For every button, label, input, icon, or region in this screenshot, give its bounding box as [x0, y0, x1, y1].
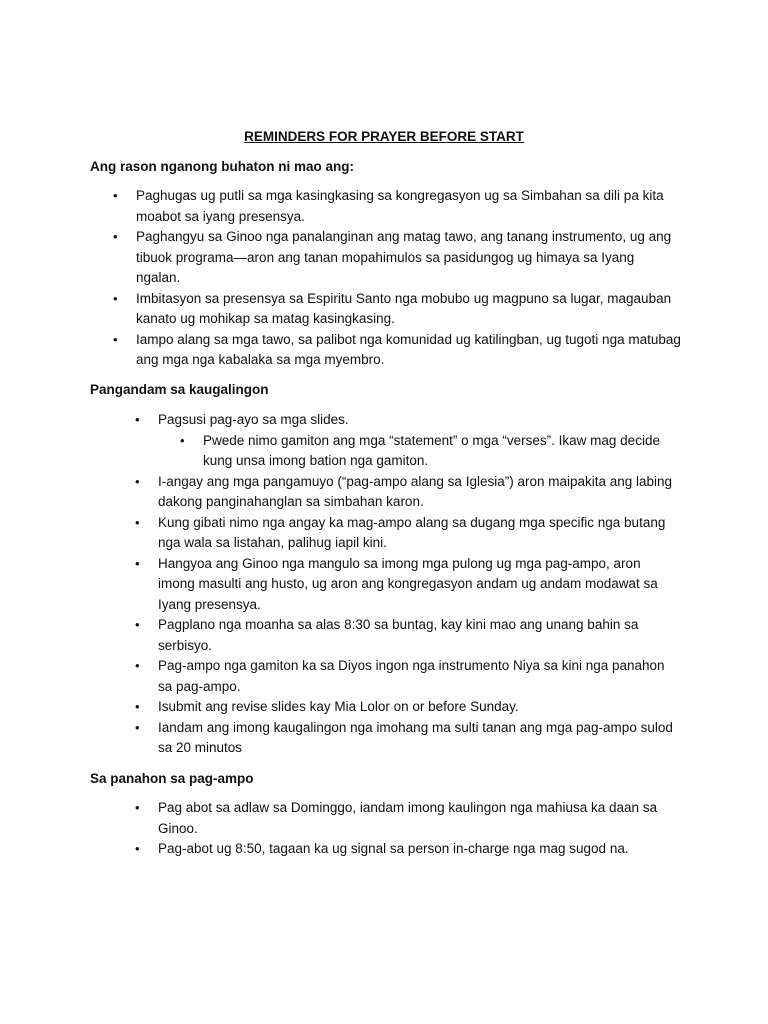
- list-item-text: Pag-abot ug 8:50, tagaan ka ug signal sa person in-charge nga mag sugod na.: [158, 841, 629, 856]
- list-item-text: Iandam ang imong kaugalingon nga imohang ma sulti tanan ang mga pag-ampo sulod sa 20 minutos: [158, 719, 673, 755]
- bullet-icon: •: [135, 719, 140, 735]
- list-item-text: Pagsusi pag-ayo sa mga slides.: [158, 412, 349, 427]
- list-item: [135, 718, 680, 759]
- list-item-text: Paghangyu sa Ginoo nga panalanginan ang matag tawo, ang tanang instrumento, ug ang tibuok programa—aron ang tanan mopahimulos sa pasidungog ug himaya sa Iyang ngalan.: [136, 229, 672, 285]
- bullet-icon: •: [135, 617, 140, 632]
- list-item: [135, 554, 680, 616]
- list-item: [113, 330, 682, 371]
- list-item-text: Imbitasyon sa presensya sa Espiritu Santo nga mobubo ug magpuno sa lugar, magauban kanato ug mohikap sa matag kasingkasing.: [136, 290, 672, 326]
- list-item-text: Pag abot sa adlaw sa Dominggo, iandam imong kaulingon nga mahiusa ka daan sa Ginoo.: [158, 800, 658, 836]
- list-item: [135, 697, 680, 718]
- bullet-icon: •: [135, 514, 140, 530]
- bullet-icon: •: [135, 658, 140, 673]
- section-heading-during-prayer: Sa panahon sa pag-ampo: [90, 771, 254, 786]
- list-item: [135, 798, 680, 839]
- list-item: [135, 839, 680, 860]
- sub-list-item: [180, 431, 680, 472]
- list-item-text: Kung gibati nimo nga angay ka mag-ampo alang sa dugang mga specific nga butang nga wala sa listahan, palihug iapil kini.: [158, 514, 666, 550]
- list-item-text: Iampo alang sa mga tawo, sa palibot nga komunidad ug katilingban, ug tugoti nga matubag ang mga nga kabalaka sa mga myembro.: [136, 331, 681, 367]
- list-item-text: Pagplano nga moanha sa alas 8:30 sa buntag, kay kini mao ang unang bahin sa serbisyo.: [158, 617, 639, 653]
- list-item: [135, 513, 680, 554]
- list-item: [113, 289, 682, 330]
- bullet-icon: •: [113, 229, 118, 244]
- bullet-icon: •: [135, 800, 140, 815]
- list-item: [135, 410, 680, 472]
- during-prayer-list: [135, 798, 680, 860]
- document-title: REMINDERS FOR PRAYER BEFORE START: [244, 129, 524, 144]
- section-heading-reasons: Ang rason nganong buhaton ni mao ang:: [90, 159, 354, 174]
- list-item-text: I-angay ang mga pangamuyo (“pag-ampo alang sa Iglesia”) aron maipakita ang labing dakong panginahanglan sa simbahan karon.: [158, 473, 673, 509]
- list-item-text: Hangyoa ang Ginoo nga mangulo sa imong mga pulong ug mga pag-ampo, aron imong masulti ang husto, ug aron ang kongregasyon andam ug andam modawat sa Iyang presensya.: [158, 555, 658, 612]
- list-item: [113, 186, 682, 227]
- list-item: [135, 656, 680, 697]
- bullet-icon: •: [180, 432, 185, 448]
- bullet-icon: •: [113, 188, 118, 203]
- list-item-text: Isubmit ang revise slides kay Mia Lolor on or before Sunday.: [158, 699, 519, 714]
- sub-list-item-text: Pwede nimo gamiton ang mga “statement” o mga “verses”. Ikaw mag decide kung unsa imong bation nga gamiton.: [203, 432, 660, 468]
- preparation-sublist: [180, 431, 680, 472]
- reasons-list: [113, 186, 682, 371]
- bullet-icon: •: [135, 412, 140, 427]
- list-item: [135, 472, 680, 513]
- bullet-icon: •: [135, 841, 140, 856]
- list-item: [135, 615, 680, 656]
- list-item: [113, 227, 682, 289]
- list-item-text: Pag-ampo nga gamiton ka sa Diyos ingon nga instrumento Niya sa kini nga panahon sa pag-ampo.: [158, 658, 665, 694]
- bullet-icon: •: [135, 699, 140, 714]
- section-heading-preparation: Pangandam sa kaugalingon: [90, 382, 269, 397]
- bullet-icon: •: [135, 473, 140, 489]
- list-item-text: Paghugas ug putli sa mga kasingkasing sa kongregasyon ug sa Simbahan sa dili pa kita moabot sa iyang presensya.: [136, 188, 664, 224]
- bullet-icon: •: [135, 555, 140, 571]
- preparation-list: [135, 410, 680, 759]
- bullet-icon: •: [113, 331, 118, 347]
- bullet-icon: •: [113, 290, 118, 306]
